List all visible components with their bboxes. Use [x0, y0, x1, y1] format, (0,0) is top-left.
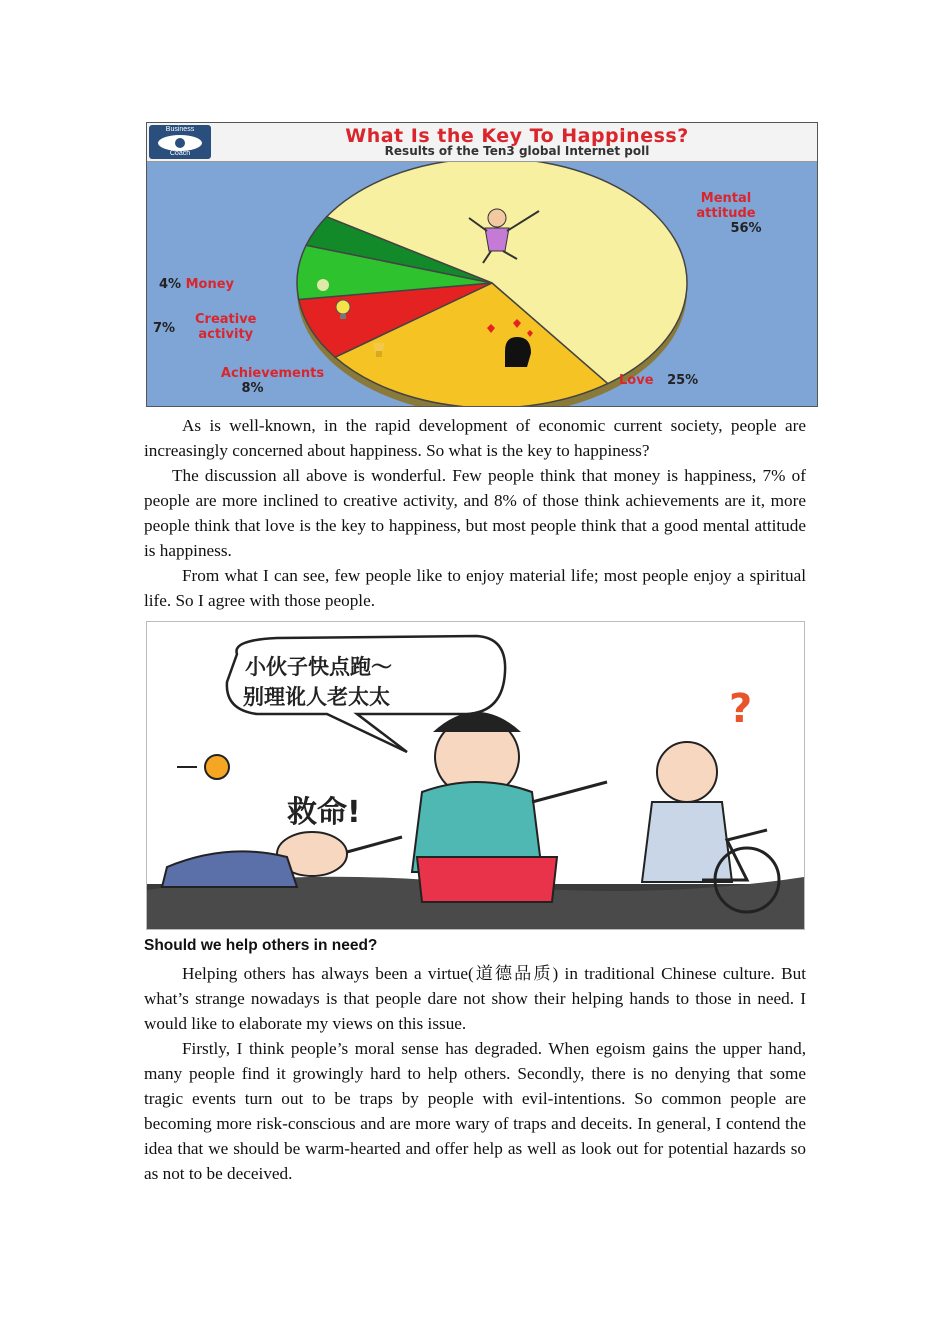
- label-love: [619, 373, 698, 388]
- poll-header: [147, 123, 817, 162]
- logo-text-top: Business: [165, 126, 195, 133]
- label-mental-attitude: [681, 191, 771, 236]
- paragraph-intro: As is well-known, in the rapid development of economic current society, people are increasingly concerned about happiness. So what is the key to happiness?: [144, 416, 806, 460]
- label-mental-line1: Mental: [700, 191, 752, 206]
- label-money: [159, 277, 234, 292]
- woman-figure: [412, 712, 607, 902]
- question-mark-icon: ?: [729, 686, 753, 732]
- cartoon-illustration: [147, 622, 804, 929]
- paragraph-reasons: Firstly, I think people’s moral sense has degraded. When egoism gains the upper hand, many people find it growingly hard to help others. Secondly, there is no denying that some tragic events turn out to be traps by people with evil-intentions. So common people are becoming more risk-conscious and are more wary of traps and deceits. In general, I contend the idea that we should be warm-hearted and offer help as well as look out for potential hazards so as not to be deceived.: [144, 1039, 806, 1183]
- happiness-poll-figure: [146, 122, 818, 407]
- section-heading: Should we help others in need?: [144, 937, 378, 954]
- poll-subtitle: Results of the Ten3 global Internet poll: [384, 144, 650, 158]
- label-creative-line1: Creative: [195, 312, 257, 327]
- money-bag-icon: [317, 279, 329, 291]
- pie-chart: [147, 123, 817, 406]
- label-mental-line2: attitude: [696, 206, 756, 221]
- speech-line1: 小伙子快点跑～: [245, 655, 392, 679]
- logo-text-bottom: Coach: [169, 150, 191, 157]
- label-money-text: Money: [185, 277, 235, 292]
- label-achievements-text: Achievements: [220, 366, 325, 381]
- pct-money: 4%: [159, 277, 182, 292]
- cartoon-figure: [146, 621, 805, 930]
- paragraph-discussion: The discussion all above is wonderful. Few people think that money is happiness, 7% of people are more inclined to creative activity, and 8% of those think achievements are it, more people think that love is the key to happiness, but most people think that a good mental attitude is happiness.: [144, 466, 806, 560]
- paragraph-virtue: Helping others has always been a virtue(道德品质) in traditional Chinese culture. But what’s strange nowadays is that people dare not show their helping hands to those in need. I would like to elaborate my views on this issue.: [144, 964, 806, 1033]
- poll-title: What Is the Key To Happiness?: [345, 125, 689, 147]
- pct-creative: 7%: [153, 321, 176, 336]
- pct-achievements: 8%: [241, 381, 264, 396]
- help-cry-text: 救命!: [287, 795, 361, 830]
- pct-love: 25%: [667, 373, 699, 388]
- label-achievements: [185, 366, 360, 396]
- paragraph-conclusion: From what I can see, few people like to enjoy material life; most people enjoy a spiritual life. So I agree with those people.: [144, 566, 806, 610]
- flying-bird-icon: [177, 755, 229, 779]
- speech-line2: 别理讹人老太太: [243, 685, 390, 709]
- label-creative-activity: [153, 312, 257, 342]
- label-love-text: Love: [619, 373, 654, 388]
- business-coach-logo: [149, 125, 211, 159]
- pct-mental-attitude: 56%: [730, 221, 762, 236]
- label-creative-line2: activity: [198, 327, 254, 342]
